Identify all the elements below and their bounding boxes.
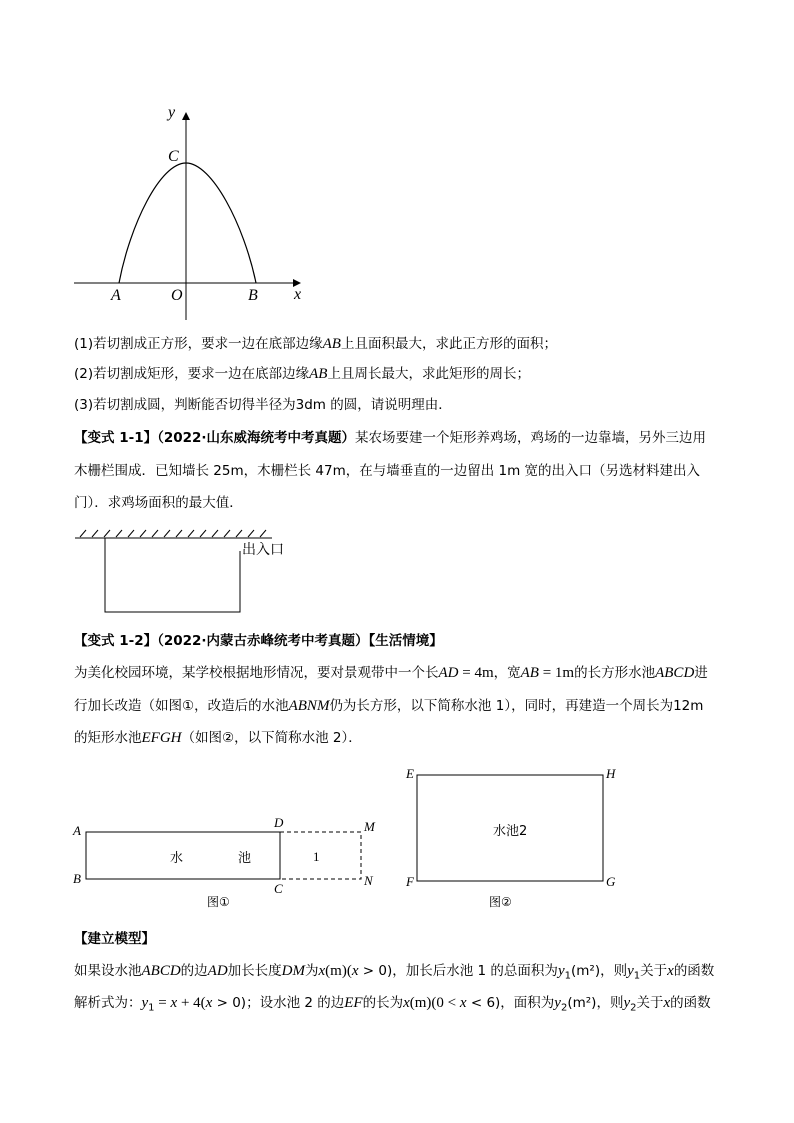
parabola-figure [60,95,320,325]
variant-1-1-line-3: 门）．求鸡场面积的最大值． [74,495,243,511]
label-M: M [364,819,375,834]
label-D: D [274,815,284,830]
fence [105,538,240,612]
variant-1-2-line-1: 为美化校园环境，某学校根据地形情况，要对景观带中一个长AD = 4m，宽AB = 1m的长方形水池ABCD进 [74,665,708,681]
figure-2 [400,762,630,915]
chicken-farm-figure [70,524,300,616]
variant-1-2-line-3: 的矩形水池EFGH（如图②，以下简称水池 2）． [74,730,362,746]
figure-2-caption: 图② [489,895,512,909]
label-o: O [171,287,183,304]
pool-char-1: 水 [170,851,184,866]
variant-1-2-line-2: 行加长改造（如图①，改造后的水池ABNM仍为长方形，以下简称水池 1），同时，再建造一个周长为12m [74,698,704,714]
entrance-label: 出入口 [242,542,284,558]
variant-1-2-header: 【变式 1-2】（2022·内蒙古赤峰统考中考真题）【生活情境】 [74,633,443,649]
variant-1-1-line-2: 木栅栏围成．已知墙长 25m，木栅栏长 47m，在与墙垂直的一边留出 1m 宽的出入口（另选材料建出入 [74,463,701,479]
label-H: H [606,766,616,781]
pool1-label: 1 [313,849,320,864]
variant-1-1-line-1: 【变式 1-1】（2022·山东威海统考中考真题）某农场要建一个矩形养鸡场，鸡场的一边靠墙，另外三边用 [74,430,707,446]
label-x: x [294,286,302,303]
label-E: E [406,766,414,781]
model-line-1: 如果设水池ABCD的边AD加长长度DM为x(m)(x > 0)，加长后水池 1 的总面积为$y_1(m^2)$，则$y_1$关于x的函数 [74,963,715,982]
figure-1-caption: 图① [207,895,230,909]
question-2: (2)若切割成矩形，要求一边在底部边缘AB上且周长最大，求此矩形的周长； [74,366,530,382]
wall-hatching [80,530,266,537]
figure-1 [70,815,390,915]
pool2-label: 水池2 [493,824,528,839]
model-heading: 【建立模型】 [74,931,155,947]
label-B: B [73,871,81,886]
pool-char-2: 池 [238,851,252,866]
label-A: A [73,823,81,838]
label-C: C [274,881,283,896]
question-3: (3)若切割成圆，判断能否切得半径为3dm 的圆，请说明理由． [74,397,452,413]
label-a: A [111,287,121,304]
label-G: G [606,874,616,889]
pool-extension [280,832,361,879]
label-c: C [168,148,179,165]
question-1: (1)若切割成正方形，要求一边在底部边缘AB上且面积最大，求此正方形的面积； [74,336,557,352]
label-y: y [168,104,176,121]
label-F: F [406,874,414,889]
model-line-2: 解析式为：$y_1 = x + 4(x > 0)$；设水池 2 的边EF的长为x(m)(0 < x < 6)，面积为$y_2(m^2)$，则$y_2$关于x的函数 [74,995,711,1014]
label-b: B [248,287,258,304]
label-N: N [364,873,373,888]
parabola-curve [119,163,256,283]
